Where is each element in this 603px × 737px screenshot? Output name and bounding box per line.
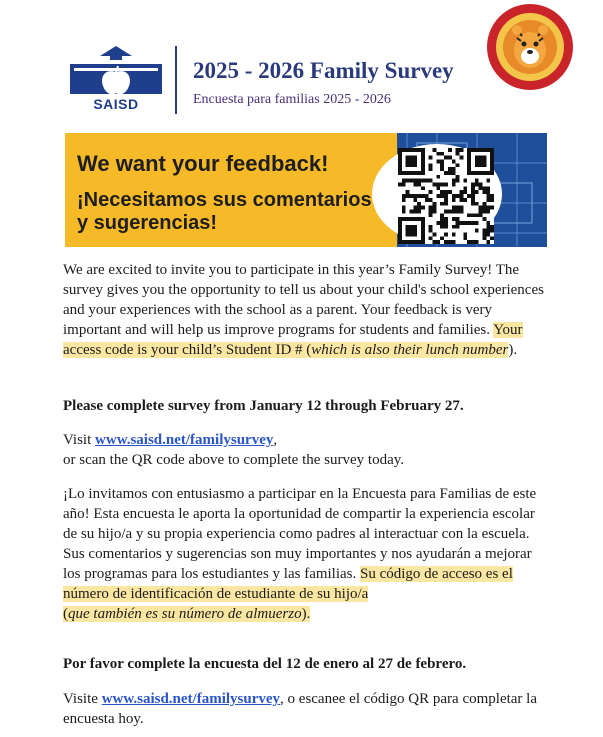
english-intro-text: We are excited to invite you to participate in this year’s Family Survey! The survey gives you the opportunity to tell us about your child's school experiences and your experiences with the school as a parent. Your feedback is very important and will help us improve programs for students and families. bbox=[63, 262, 544, 338]
spanish-survey-link[interactable]: www.saisd.net/familysurvey bbox=[101, 691, 281, 707]
spanish-intro-paragraph bbox=[63, 484, 548, 624]
saisd-logo-text: SAISD bbox=[93, 96, 139, 112]
header-divider bbox=[175, 46, 177, 114]
english-visit-suffix: , bbox=[273, 432, 278, 448]
english-access-code-end: ). bbox=[508, 342, 518, 358]
english-visit-prefix: Visit bbox=[63, 432, 96, 448]
spanish-access-code: Su código de acceso es el número de identificación de estudiante de su hijo/a bbox=[63, 566, 513, 602]
spanish-visit-paragraph bbox=[63, 689, 548, 729]
english-visit-paragraph bbox=[63, 430, 548, 470]
page-title: 2025 - 2026 Family Survey bbox=[193, 58, 454, 83]
banner-heading-es: ¡Necesitamos sus comentarios y sugerencias! bbox=[77, 189, 372, 234]
page-subtitle: Encuesta para familias 2025 - 2026 bbox=[193, 92, 391, 107]
spanish-intro-text: ¡Lo invitamos con entusiasmo a participar en la Encuesta para Familias de este año! Esta encuesta le aporta la oportunidad de compartir la experiencia escolar de su hijo/a y su propia experiencia como padres al interactuar con la escuela. Sus comentarios y sugerencias son muy importantes y nos ayudarán a mejorar los programas para los estudiantes y las familias. bbox=[63, 486, 537, 582]
english-dates: Please complete survey from January 12 through February 27. bbox=[63, 398, 464, 414]
spanish-dates: Por favor complete la encuesta del 12 de enero al 27 de febrero. bbox=[63, 656, 467, 672]
english-survey-link[interactable]: www.saisd.net/familysurvey bbox=[95, 432, 274, 448]
spanish-visit-suffix: , o escanee el código QR para completar la encuesta hoy. bbox=[63, 691, 538, 727]
hillcrest-seal bbox=[485, 2, 575, 92]
banner-heading-en: We want your feedback! bbox=[77, 151, 329, 176]
english-scan-text: or scan the QR code above to complete the survey today. bbox=[63, 452, 405, 468]
english-intro-paragraph bbox=[63, 260, 548, 360]
spanish-visit-prefix: Visite bbox=[63, 691, 102, 707]
english-access-code: Your access code is your child’s Student ID # (which is also their lunch number bbox=[63, 322, 523, 358]
spanish-access-code-note: (que también es su número de almuerzo). bbox=[63, 606, 311, 622]
qr-code-icon[interactable] bbox=[398, 148, 494, 244]
